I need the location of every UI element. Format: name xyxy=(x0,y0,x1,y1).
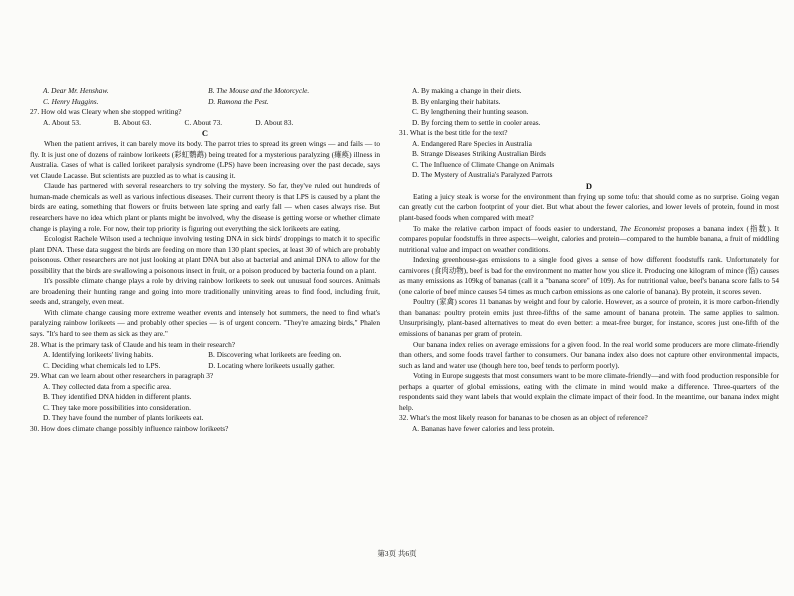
section-c-heading: C xyxy=(201,128,209,139)
passage-c-paragraph-1: When the patient arrives, it can barely move its body. The parrot tries to spread its green wings — and fails — to fly. It is just one of dozens of rainbow lorikeets (彩虹鹦鹉) being treated for a mysterious paralyzing (瘫痪) illness in Australia. Cases of what is called lorikeet paralysis syndrome (LPS) have been increasing over the past decade, says vet Claude Lacasse. But scientists are puzzled as to what is causing it. xyxy=(30,139,380,180)
q29-option-c[interactable]: C. They take more possibilities into consideration. xyxy=(43,402,191,412)
q26-options-row1 xyxy=(30,86,380,97)
passage-d-paragraph-2-start: To make the relative carbon impact of foods easier to understand, xyxy=(413,223,620,233)
q27-options xyxy=(30,118,380,129)
q27-option-a[interactable]: A. About 53. xyxy=(43,117,81,127)
page-footer: 第3页 共6页 xyxy=(377,549,417,558)
q27-option-b[interactable]: B. About 63. xyxy=(113,117,152,127)
q31-option-d[interactable]: D. The Mystery of Australia's Paralyzed Parrots xyxy=(412,170,553,180)
q28-stem: 28. What is the primary task of Claude and his team in their research? xyxy=(30,339,236,349)
passage-c-paragraph-5: With climate change causing more extreme weather events and intensely hot summers, the need to find what's paralyzing rainbow lorikeets — and probably other species — is of urgent concern. "They're amazing birds," Phalen says. "It's hard to see them as sick as they are." xyxy=(30,307,380,339)
q29-option-b[interactable]: B. They identified DNA hidden in different plants. xyxy=(43,392,192,402)
passage-d-paragraph-1: Eating a juicy steak is worse for the environment than frying up some tofu: that should come as no surprise. Going vegan can greatly cut the carbon footprint of your diet. But what about the fewer calories, and lower levels of protein, found in most plant-based foods when compared with meat? xyxy=(399,191,779,223)
right-column xyxy=(399,86,779,435)
q30-option-a[interactable]: A. By making a change in their diets. xyxy=(412,86,522,95)
section-d-heading: D xyxy=(585,180,593,191)
q29-option-a[interactable]: A. They collected data from a specific area. xyxy=(43,381,172,391)
q31-option-c[interactable]: C. The Influence of Climate Change on Animals xyxy=(412,159,555,169)
q31-option-a[interactable]: A. Endangered Rare Species in Australia xyxy=(412,138,532,148)
passage-d-paragraph-4: Poultry (家禽) scores 11 bananas by weight and four by calorie. However, as a source of protein, it is more carbon-friendly than bananas: poultry protein emits just three-fifths of the same amount of banana protein. The same applies to salmon. Unsurprisingly, plant-based alternatives to meat do even better: a meat-free burger, for instance, scores just one-fifth of the emissions of bananas per gram of protein. xyxy=(399,297,779,339)
q27-option-d[interactable]: D. About 83. xyxy=(255,117,294,127)
q26-option-d[interactable]: D. Ramona the Pest. xyxy=(208,96,269,106)
q29-stem: 29. What can we learn about other researchers in paragraph 3? xyxy=(30,371,214,381)
q27-option-c[interactable]: C. About 73. xyxy=(184,117,223,127)
q29-option-d[interactable]: D. They have found the number of plants lorikeets eat. xyxy=(43,413,204,423)
q26-option-a[interactable]: A. Dear Mr. Henshaw. xyxy=(43,86,109,95)
q26-options-row2 xyxy=(30,97,380,108)
publication-title: The Economist xyxy=(619,223,665,233)
passage-c-paragraph-3: Ecologist Rachele Wilson used a technique involving testing DNA in sick birds' droppings to match it to specific plant DNA. These data suggest the birds are feeding on more than 130 plant species, at least 30 of which are probably poisonous. Other researchers are not just looking at plant DNA but also at bacterial and animal DNA to allow for the possibility that the birds are swallowing a poisonous insect in fruit, or a poison produced by bacteria found on a plant. xyxy=(30,234,380,275)
q26-option-c[interactable]: C. Henry Huggins. xyxy=(43,96,99,106)
q30-option-d[interactable]: D. By forcing them to settle in cooler areas. xyxy=(412,117,541,127)
q30-option-b[interactable]: B. By enlarging their habitats. xyxy=(412,96,501,106)
q32-stem: 32. What's the most likely reason for bananas to be chosen as an object of reference? xyxy=(399,413,648,423)
q28-option-d[interactable]: D. Locating where lorikeets usually gather. xyxy=(208,360,335,370)
passage-c-paragraph-2: Claude has partnered with several researchers to try solving the mystery. So far, they've ruled out hundreds of human-made chemicals as well as various infectious diseases. Their current theory is that LPS is caused by a plant the birds are eating, something that flowers or fruits between late spring and early fall — when cases always rise. But researchers have no idea which plant or plants might be involved, why the disease is getting worse or whether climate change is playing a role. For now, their top priority is figuring out everything the sick lorikeets are eating. xyxy=(30,181,380,233)
q28-option-a[interactable]: A. Identifying lorikeets' living habits. xyxy=(43,350,154,360)
q26-option-b[interactable]: B. The Mouse and the Motorcycle. xyxy=(208,86,310,95)
q30-stem: 30. How does climate change possibly influence rainbow lorikeets? xyxy=(30,423,229,433)
q27-stem: 27. How old was Cleary when she stopped writing? xyxy=(30,107,182,117)
q28-options-row1 xyxy=(30,350,380,361)
q28-options-row2 xyxy=(30,361,380,372)
passage-d-paragraph-6: Voting in Europe suggests that most consumers want to be more climate-friendly—and with food production responsible for perhaps a quarter of global emissions, eating with the climate in mind would make a difference. Three-quarters of the respondents said they want labels that would explain the climate impact of their food. In the meantime, our banana index might help. xyxy=(399,371,779,412)
passage-d-paragraph-5: Our banana index relies on average emissions for a given food. In the real world some producers are more climate-friendly than others, and some foods travel farther to consumers. Our banana index also does not capture other environmental impacts, such as land and water use (though here too, beef tends to perform poorly). xyxy=(399,339,779,370)
q28-option-b[interactable]: B. Discovering what lorikeets are feeding on. xyxy=(208,350,342,360)
q31-option-b[interactable]: B. Strange Diseases Striking Australian Birds xyxy=(412,149,546,159)
q30-option-c[interactable]: C. By lengthening their hunting season. xyxy=(412,107,529,117)
passage-c-paragraph-4: It's possible climate change plays a role by driving rainbow lorikeets to seek out unusual food sources. Animals are broadening their hunting range and going into more traditionally uninviting areas to find food, including fruit, seeds and, strangely, even meat. xyxy=(30,276,380,307)
q28-option-c[interactable]: C. Deciding what chemicals led to LPS. xyxy=(43,360,161,370)
passage-d-paragraph-3: Indexing greenhouse-gas emissions to a single food gives a sense of how different foodstuffs rank. Unfortunately for carnivores (食肉动物), beef is bad for the environment no matter how you slice it. Producing one kilogram of mince (馅) causes as many emissions as 109kg of bananas (call it a "banana score" of 109). As for nutritional value, beef's banana score falls to 54 (one calorie of beef mince causes 54 times as much carbon emissions as one calorie of banana). By protein, it scores seven. xyxy=(399,255,779,296)
left-column xyxy=(30,86,380,435)
passage-d-paragraph-2 xyxy=(399,224,779,256)
q31-stem: 31. What is the best title for the text? xyxy=(399,128,508,138)
passage-d-paragraph-2-end: proposes a banana index (指数). It compares popular foodstuffs in three aspects—weight, calories and protein—compared to the humble banana, a fruit of middling nutritional value and impact on weather conditions. xyxy=(399,223,779,254)
q32-option-a[interactable]: A. Bananas have fewer calories and less protein. xyxy=(412,423,555,433)
